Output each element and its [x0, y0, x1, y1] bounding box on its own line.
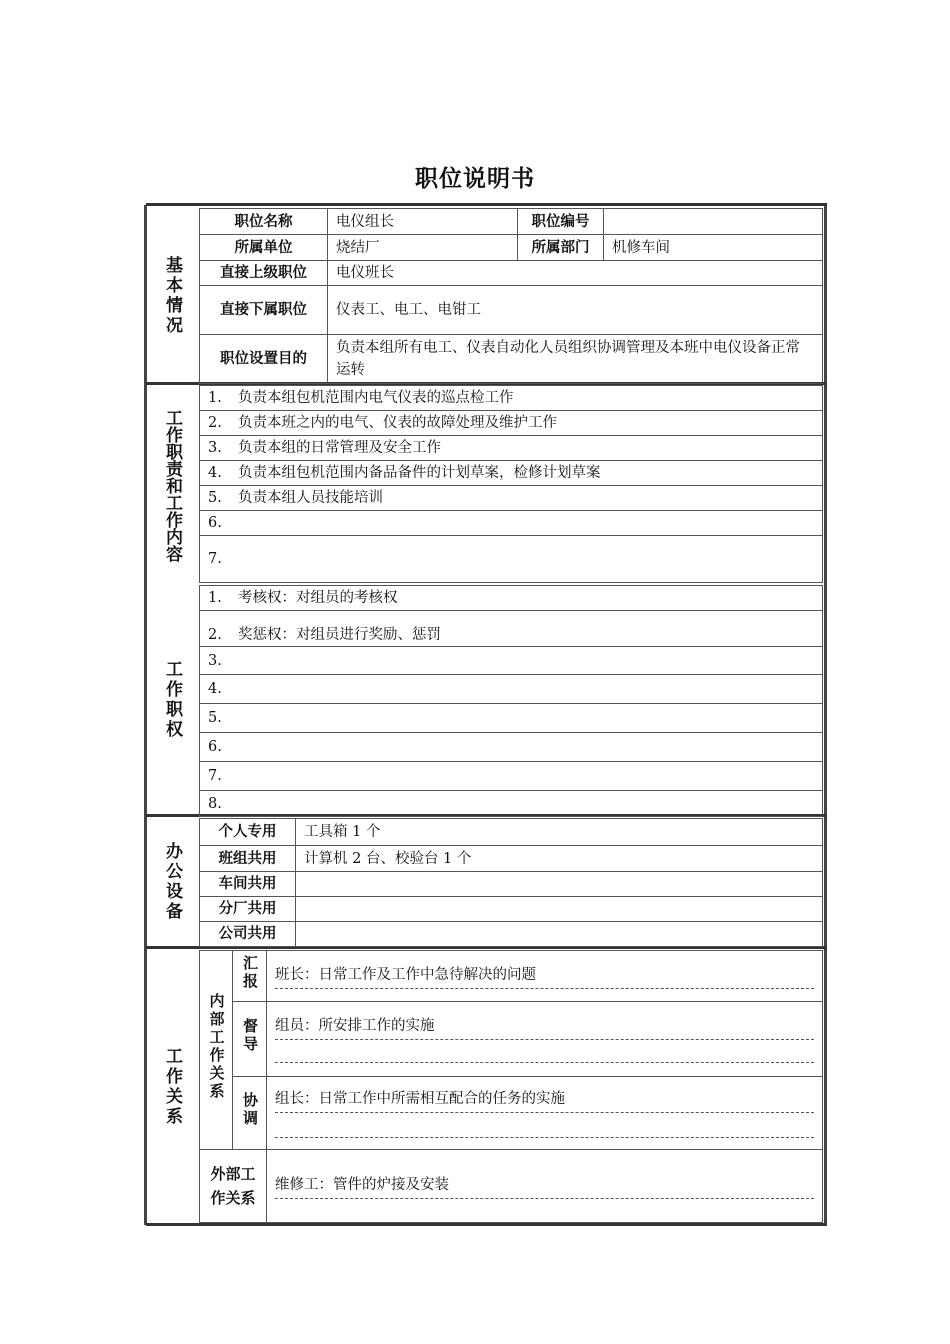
position-code-label: 职位编号 — [518, 209, 604, 235]
coordinate-value-cell — [267, 1077, 823, 1150]
equipment-row-value: 计算机 2 台、校验台 1 个 — [296, 846, 823, 872]
external-value: 维修工：管件的炉接及安装 — [275, 1176, 449, 1193]
section-duties — [146, 385, 827, 585]
section-authority — [146, 585, 827, 815]
frame-top — [146, 203, 827, 206]
purpose-value: 负责本组所有电工、仪表自动化人员组织协调管理及本班中电仪设备正常运转 — [328, 335, 823, 384]
authority-row: 7. — [200, 762, 823, 791]
relations-table — [199, 950, 823, 1223]
authority-row: 4. — [200, 675, 823, 704]
unit-label: 所属单位 — [200, 235, 328, 261]
authority-row: 5. — [200, 704, 823, 733]
authority-row: 6. — [200, 733, 823, 762]
coordinate-value: 组长：日常工作中所需相互配合的任务的实施 — [275, 1091, 565, 1107]
dashed-line — [275, 986, 814, 989]
report-value: 班长：日常工作及工作中急待解决的问题 — [275, 966, 536, 983]
coordinate-label: 协调 — [241, 1091, 259, 1128]
internal-relations-label-cell — [200, 951, 233, 1150]
dashed-line — [275, 1113, 814, 1138]
basic-info-table — [199, 208, 823, 384]
equipment-row-label: 班组共用 — [200, 846, 296, 872]
report-label-cell — [233, 951, 267, 1002]
subordinate-value: 仪表工、电工、电钳工 — [328, 286, 823, 335]
external-relations-label: 外部工作关系 — [200, 1150, 267, 1223]
duty-row: 1. 负责本组包机范围内电气仪表的巡点检工作 — [200, 386, 823, 411]
coordinate-label-cell — [233, 1077, 267, 1150]
position-code-value — [604, 209, 823, 235]
equipment-row-label: 个人专用 — [200, 819, 296, 846]
authority-row: 1. 考核权：对组员的考核权 — [200, 586, 823, 611]
duty-row: 4. 负责本组包机范围内备品备件的计划草案，检修计划草案 — [200, 461, 823, 486]
equipment-row-label: 分厂共用 — [200, 897, 296, 922]
duties-table — [199, 385, 823, 583]
superior-label: 直接上级职位 — [200, 261, 328, 286]
duty-row: 2. 负责本班之内的电气、仪表的故障处理及维护工作 — [200, 411, 823, 436]
equipment-row-value: 工具箱 1 个 — [296, 819, 823, 846]
department-value: 机修车间 — [604, 235, 823, 261]
duty-row: 5. 负责本组人员技能培训 — [200, 486, 823, 511]
dashed-line — [275, 1040, 814, 1063]
report-value-cell — [267, 951, 823, 1002]
authority-row: 3. — [200, 647, 823, 675]
external-value-cell — [267, 1150, 823, 1223]
section-relations — [146, 950, 827, 1224]
section-label-basic: 基本情况 — [162, 256, 182, 336]
equipment-row-value — [296, 872, 823, 897]
section-label-duties: 工作职责和工作内容 — [162, 408, 182, 562]
purpose-label: 职位设置目的 — [200, 335, 328, 384]
authority-row: 2. 奖惩权：对组员进行奖励、惩罚 — [200, 611, 823, 647]
duty-row: 7. — [200, 536, 823, 583]
section-basic — [146, 208, 827, 384]
report-label: 汇报 — [241, 954, 259, 991]
section-label-authority: 工作职权 — [162, 660, 182, 740]
section-equipment — [146, 818, 827, 946]
supervise-label: 督导 — [241, 1017, 259, 1054]
department-label: 所属部门 — [518, 235, 604, 261]
subordinate-label: 直接下属职位 — [200, 286, 328, 335]
supervise-value: 组员：所安排工作的实施 — [275, 1018, 435, 1034]
equipment-row-label: 车间共用 — [200, 872, 296, 897]
dashed-line — [275, 1196, 814, 1199]
authority-table — [199, 585, 823, 817]
equipment-row-value — [296, 922, 823, 947]
section-label-relations: 工作关系 — [162, 1047, 182, 1127]
duty-row: 6. — [200, 511, 823, 536]
position-name-label: 职位名称 — [200, 209, 328, 235]
internal-relations-label: 内部工作关系 — [207, 992, 226, 1101]
supervise-value-cell — [267, 1002, 823, 1077]
unit-value: 烧结厂 — [328, 235, 518, 261]
supervise-label-cell — [233, 1002, 267, 1077]
authority-row: 8. — [200, 791, 823, 817]
superior-value: 电仪班长 — [328, 261, 823, 286]
equipment-row-label: 公司共用 — [200, 922, 296, 947]
section-label-equipment: 办公设备 — [162, 842, 182, 922]
equipment-table — [199, 818, 823, 947]
equipment-row-value — [296, 897, 823, 922]
duty-row: 3. 负责本组的日常管理及安全工作 — [200, 436, 823, 461]
position-name-value: 电仪组长 — [328, 209, 518, 235]
document-title: 职位说明书 — [415, 166, 535, 192]
